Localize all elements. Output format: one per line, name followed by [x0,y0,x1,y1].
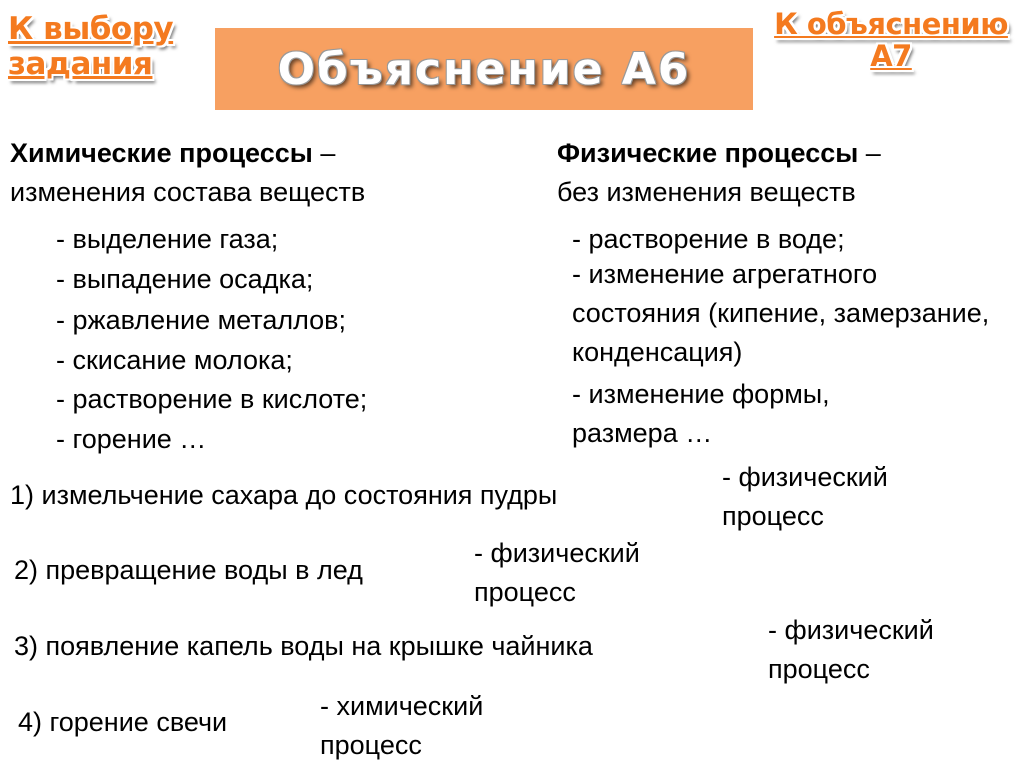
physical-item: - растворение в воде; [572,224,845,254]
physical-item: - изменение формы, размера … [572,379,830,448]
next-explanation-link[interactable] [760,8,1022,73]
back-link-line1: К выбору [8,11,174,47]
answer-4 [320,687,483,765]
answer-4-line1: - химический [320,691,484,721]
next-link-line2: А7 [870,39,912,74]
answer-2-line2: процесс [474,577,576,607]
question-2: 2) превращение воды в лед [14,555,363,585]
physical-heading-title: Физические процессы [557,138,859,168]
back-to-task-selection-link[interactable] [8,12,173,81]
next-link-line1: К объяснению [774,7,1008,41]
chemical-heading-dash: – [312,138,336,168]
chemical-item: - горение … [56,424,207,454]
answer-1-line1: - физический [722,462,888,492]
chemical-item: - ржавление металлов; [56,305,347,335]
chemical-heading [10,134,335,173]
chemical-heading-title: Химические процессы [10,138,313,168]
answer-2-line1: - физический [474,538,640,568]
back-link-line2: задания [8,45,153,82]
answer-3-line2: процесс [768,654,870,684]
chemical-subheading: изменения состава веществ [10,177,366,207]
answer-1-line2: процесс [722,501,824,531]
answer-3 [768,611,934,689]
title-banner [215,28,753,110]
physical-subheading: без изменения веществ [557,177,856,207]
page-title: Объяснение А6 [277,43,691,95]
chemical-item: - выпадение осадка; [56,264,314,294]
question-3: 3) появление капель воды на крышке чайника [14,631,593,661]
question-1: 1) измельчение сахара до состояния пудры [10,480,558,510]
chemical-item: - выделение газа; [56,224,279,254]
question-4: 4) горение свечи [18,707,228,737]
answer-3-line1: - физический [768,615,934,645]
answer-1 [722,458,888,536]
answer-4-line2: процесс [320,730,422,760]
answer-2 [474,534,640,612]
physical-item: - изменение агрегатного состояния (кипение, замерзание, конденсация) [572,259,990,367]
chemical-item: - растворение в кислоте; [56,384,368,414]
physical-heading [557,134,881,173]
physical-heading-dash: – [858,138,881,168]
chemical-item: - скисание молока; [56,345,293,375]
